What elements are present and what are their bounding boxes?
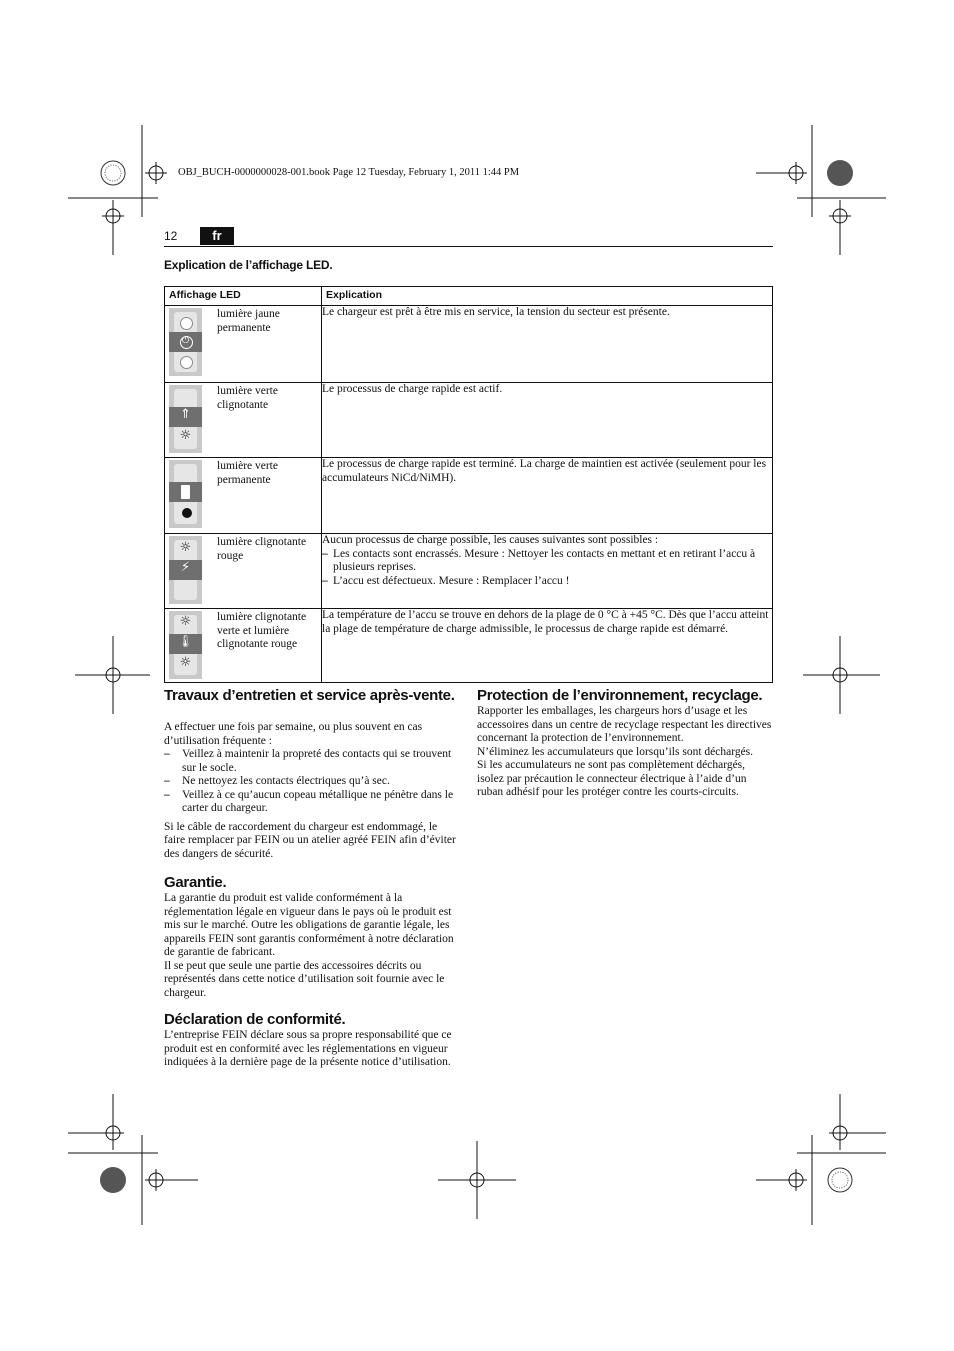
led-battery-fault-icon: ☼ ⚡ bbox=[169, 536, 202, 604]
led-battery-full-icon bbox=[169, 460, 202, 528]
list-item: – Veillez à ce qu’aucun copeau métallique ne pénètre dans le carter du chargeur. bbox=[164, 789, 457, 816]
led-label: lumière verte clignotante bbox=[217, 385, 278, 411]
column-header-explanation: Explication bbox=[322, 287, 773, 306]
maintenance-title: Travaux d’entretien et service après-vente. bbox=[164, 687, 455, 704]
led-explanation: Le chargeur est prêt à être mis en service, la tension du secteur est présente. bbox=[322, 306, 670, 318]
led-cause-list bbox=[322, 548, 772, 589]
list-item: – Ne nettoyez les contacts électriques qu’à sec. bbox=[164, 775, 457, 789]
led-label: lumière clignotante verte et lumière clignotante rouge bbox=[217, 611, 307, 650]
environment-title: Protection de l’environnement, recyclage. bbox=[477, 687, 763, 704]
table-row bbox=[165, 609, 773, 683]
led-power-icon: ⏻ bbox=[169, 308, 202, 376]
language-tab: fr bbox=[200, 227, 234, 245]
environment-paragraph: Rapporter les emballages, les chargeurs hors d’usage et les accessoires dans un centre de recyclage respectant les directives concernant la protection de l’environnement. bbox=[477, 705, 772, 744]
table-header-row bbox=[165, 287, 773, 306]
list-item: – Veillez à maintenir la propreté des contacts qui se trouvent sur le socle. bbox=[164, 748, 457, 775]
maintenance-cable-note: Si le câble de raccordement du chargeur est endommagé, le faire remplacer par FEIN ou un atelier agréé FEIN afin d’éviter des dangers de sécurité. bbox=[164, 820, 456, 860]
warranty-paragraph: Il se peut que seule une partie des accessoires décrits ou représentés dans cette notice d’utilisation soit fournie avec le chargeur. bbox=[164, 959, 445, 999]
led-label: lumière clignotante rouge bbox=[217, 536, 307, 562]
warranty-paragraph: La garantie du produit est valide conformément à la réglementation légale en vigueur dans le pays où le produit est mis sur le marché. Outre les obligations de garantie légale, les appareils FEIN sont garantis conformément à notre déclaration de garantie de fabricant. bbox=[164, 892, 454, 958]
led-section-title: Explication de l’affichage LED. bbox=[164, 258, 333, 272]
table-row bbox=[165, 306, 773, 383]
led-temperature-icon: ☼ 🌡 ☼ bbox=[169, 611, 202, 679]
led-explanation: Le processus de charge rapide est actif. bbox=[322, 383, 503, 395]
left-column bbox=[164, 687, 457, 1070]
environment-paragraph: N’éliminez les accumulateurs que lorsqu’ils sont déchargés. bbox=[477, 745, 754, 758]
conformity-title: Déclaration de conformité. bbox=[164, 1011, 346, 1028]
right-column bbox=[477, 687, 773, 800]
led-fast-charge-icon: ⇑ ☼ bbox=[169, 385, 202, 453]
led-explanation: La température de l’accu se trouve en dehors de la plage de 0 °C à +45 °C. Dès que l’accu atteint la plage de température de charge admissible, le processus de charge rapide est démarré. bbox=[322, 609, 769, 635]
warranty-title: Garantie. bbox=[164, 874, 227, 891]
print-job-header: OBJ_BUCH-0000000028-001.book Page 12 Tuesday, February 1, 2011 1:44 PM bbox=[178, 167, 520, 178]
maintenance-intro: A effectuer une fois par semaine, ou plus souvent en cas d’utilisation fréquente : bbox=[164, 721, 423, 747]
led-table bbox=[164, 286, 773, 683]
header-rule bbox=[164, 246, 773, 247]
led-explanation: Le processus de charge rapide est terminé. La charge de maintien est activée (seulement pour les accumulateurs NiCd/NiMH). bbox=[322, 458, 767, 484]
table-row bbox=[165, 534, 773, 609]
table-row bbox=[165, 458, 773, 534]
environment-paragraph: Si les accumulateurs ne sont pas complètement déchargés, isolez par précaution le connecteur électrique à l’aide d’un ruban adhésif pour les protéger contre les courts-circuits. bbox=[477, 759, 747, 798]
led-label: lumière jaune permanente bbox=[217, 308, 280, 334]
conformity-paragraph: L’entreprise FEIN déclare sous sa propre responsabilité que ce produit est en conformité avec les réglementations en vigueur indiquées à la dernière page de la présente notice d’utilisation. bbox=[164, 1029, 452, 1068]
led-explanation: Aucun processus de charge possible, les causes suivantes sont possibles : bbox=[322, 534, 659, 546]
column-header-led: Affichage LED bbox=[165, 287, 322, 306]
maintenance-list bbox=[164, 748, 457, 816]
led-label: lumière verte permanente bbox=[217, 460, 278, 486]
list-item: – L’accu est défectueux. Mesure : Remplacer l’accu ! bbox=[322, 575, 772, 589]
table-row bbox=[165, 383, 773, 458]
page-number: 12 bbox=[164, 229, 178, 243]
list-item: – Les contacts sont encrassés. Mesure : Nettoyer les contacts en mettant et en retirant l’accu à plusieurs reprises. bbox=[322, 548, 772, 575]
